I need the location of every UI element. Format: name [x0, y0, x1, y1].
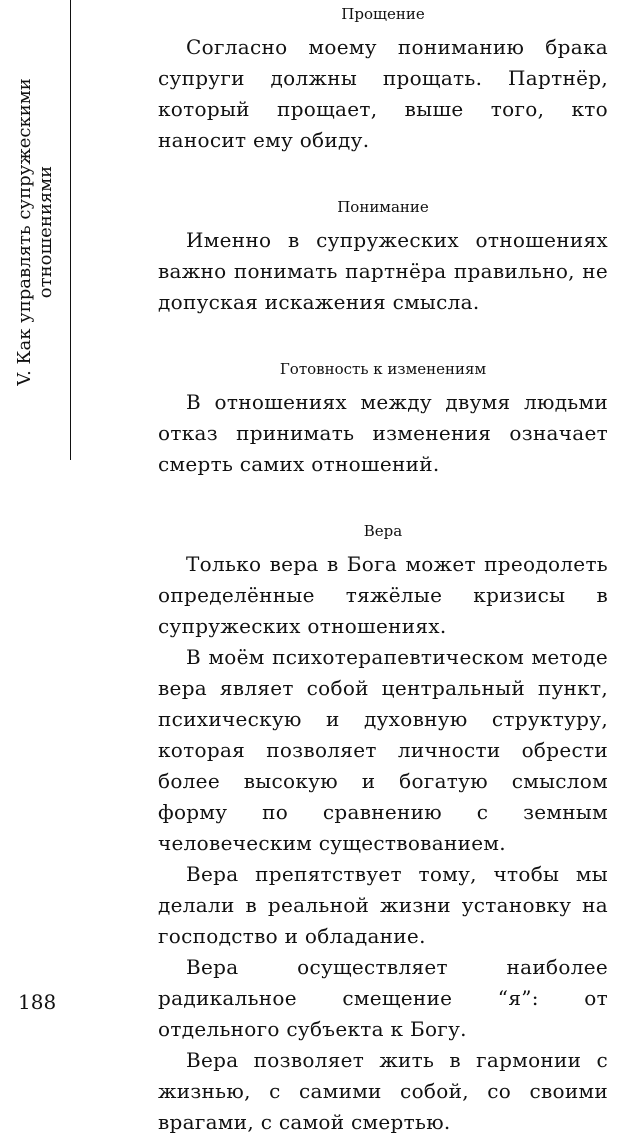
- running-head-line-2: отношениями: [35, 165, 56, 299]
- page-body: [158, 4, 608, 1138]
- section-forgiveness: [158, 4, 608, 156]
- section-heading: Вера: [363, 522, 403, 540]
- paragraph: Вера осуществляет наиболее радикальное смещение “я”: от отдельного субъекта к Богу.: [158, 955, 608, 1041]
- running-head-sidebar: [0, 0, 71, 460]
- paragraph: В моём психотерапевтическом методе вера являет собой центральный пункт, психическую и духовную структуру, которая позволяет личности обрести более высокую и богатую смыслом форму по сравнению с земным человеческим существованием.: [158, 645, 608, 855]
- paragraph: В отношениях между двумя людьми отказ принимать изменения означает смерть самих отношений.: [158, 390, 608, 476]
- paragraph: Вера препятствует тому, чтобы мы делали в реальной жизни установку на господство и обладание.: [158, 862, 608, 948]
- running-head: [14, 12, 56, 452]
- section-readiness-for-change: [158, 359, 608, 480]
- running-head-line-1: V. Как управлять супружескими: [14, 78, 35, 386]
- section-heading: Прощение: [341, 5, 425, 23]
- paragraph: Именно в супружеских отношениях важно понимать партнёра правильно, не допуская искажения смысла.: [158, 228, 608, 314]
- section-heading: Готовность к изменениям: [279, 360, 487, 378]
- paragraph: Вера позволяет жить в гармонии с жизнью, с самими собой, со своими врагами, с самой смертью.: [158, 1048, 608, 1134]
- section-understanding: [158, 197, 608, 318]
- paragraph: Согласно моему пониманию брака супруги должны прощать. Партнёр, который прощает, выше того, кто наносит ему обиду.: [158, 35, 608, 152]
- page-number: 188: [18, 990, 57, 1014]
- section-heading: Понимание: [337, 198, 429, 216]
- section-faith: [158, 521, 608, 1138]
- paragraph: Только вера в Бога может преодолеть определённые тяжёлые кризисы в супружеских отношениях.: [158, 552, 608, 638]
